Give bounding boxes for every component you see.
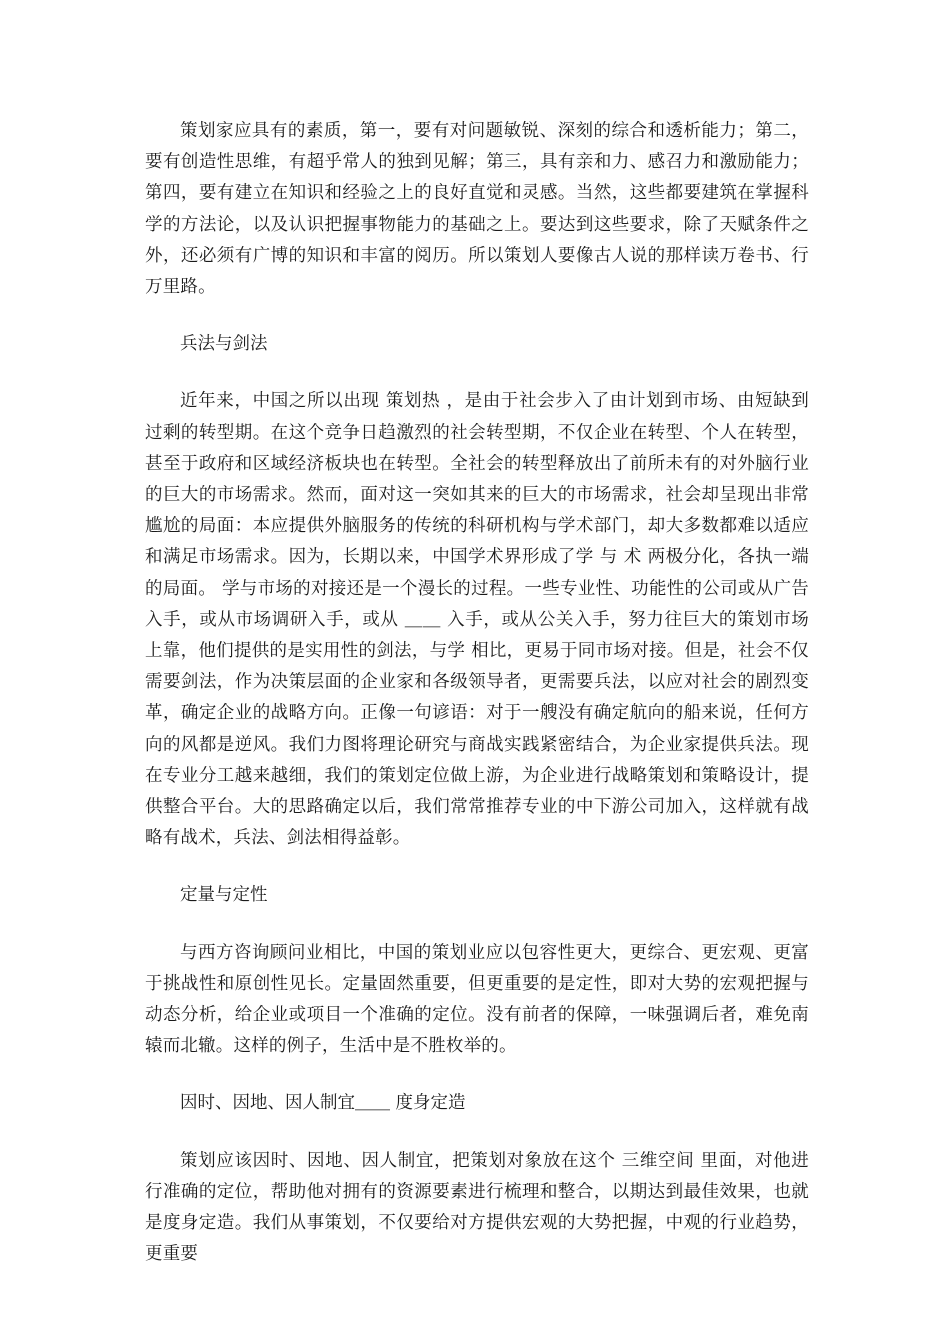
spacer — [145, 303, 809, 329]
heading-tailor-made: 因时、因地、因人制宜＿＿ 度身定造 — [180, 1093, 466, 1114]
paragraph-western-consulting: 与西方咨询顾问业相比，中国的策划业应以包容性更大，更综合、更宏观、更富于挑战性和原创性见长。定量固然重要，但更重要的是定性，即对大势的宏观把握与动态分析，给企业或项目一个准确的定位。没有前者的保障，一味强调后者，难免南辕而北辙。这样的例子，生活中是不胜枚举的。 — [145, 942, 809, 1057]
paragraph-planning-boom: 近年来，中国之所以出现 策划热 ，是由于社会步入了由计划到市场、由短缺到过剩的转型期。在这个竞争日趋激烈的社会转型期，不仅企业在转型、个人在转型，甚至于政府和区域经济板块也在转型。全社会的转型释放出了前所未有的对外脑行业的巨大的市场需求。然而，面对这一突如其来的巨大的市场需求，社会却呈现出非常尴尬的局面：本应提供外脑服务的传统的科研机构与学术部门，却大多数都难以适应和满足市场需求。因为，长期以来，中国学术界形成了学 与 术 两极分化，各执一端的局面。 学与市场的对接还是一个漫长的过程。一些专业性、功能性的公司或从广告入手，或从市场调研入手，或从 ＿＿ 入手，或从公关入手，努力往巨大的策划市场上靠，他们提供的是实用性的剑法，与学 相比，更易于同市场对接。但是，社会不仅需要剑法，作为决策层面的企业家和各级领导者，更需要兵法，以应对社会的剧烈变革，确定企业的战略方向。正像一句谚语：对于一艘没有确定航向的船来说，任何方向的风都是逆风。我们力图将理论研究与商战实践紧密结合，为企业家提供兵法。现在专业分工越来越细，我们的策划定位做上游，为企业进行战略策划和策略设计，提供整合平台。大的思路确定以后，我们常常推荐专业的中下游公司加入，这样就有战略有战术，兵法、剑法相得益彰。 — [145, 391, 809, 849]
paragraph-three-dimensional-space: 策划应该因时、因地、因人制宜，把策划对象放在这个 三维空间 里面，对他进行准确的定位，帮助他对拥有的资源要素进行梳理和整合，以期达到最佳效果，也就是度身定造。我们从事策划，不仅要给对方提供宏观的大势把握，中观的行业趋势，更重要 — [145, 1150, 809, 1265]
spacer — [145, 1062, 809, 1088]
spacer — [145, 912, 809, 938]
heading-strategy-and-swordplay: 兵法与剑法 — [180, 334, 268, 355]
spacer — [145, 360, 809, 386]
spacer — [145, 1120, 809, 1146]
spacer — [145, 854, 809, 880]
heading-quantitative-qualitative: 定量与定性 — [180, 885, 268, 906]
document-page — [145, 116, 809, 1271]
paragraph-planner-qualities: 策划家应具有的素质，第一，要有对问题敏锐、深刻的综合和透析能力；第二，要有创造性思维，有超乎常人的独到见解；第三，具有亲和力、感召力和激励能力；第四，要有建立在知识和经验之上的良好直觉和灵感。当然，这些都要建筑在掌握科学的方法论，以及认识把握事物能力的基础之上。要达到这些要求，除了天赋条件之外，还必须有广博的知识和丰富的阅历。所以策划人要像古人说的那样读万卷书、行万里路。 — [145, 121, 809, 298]
